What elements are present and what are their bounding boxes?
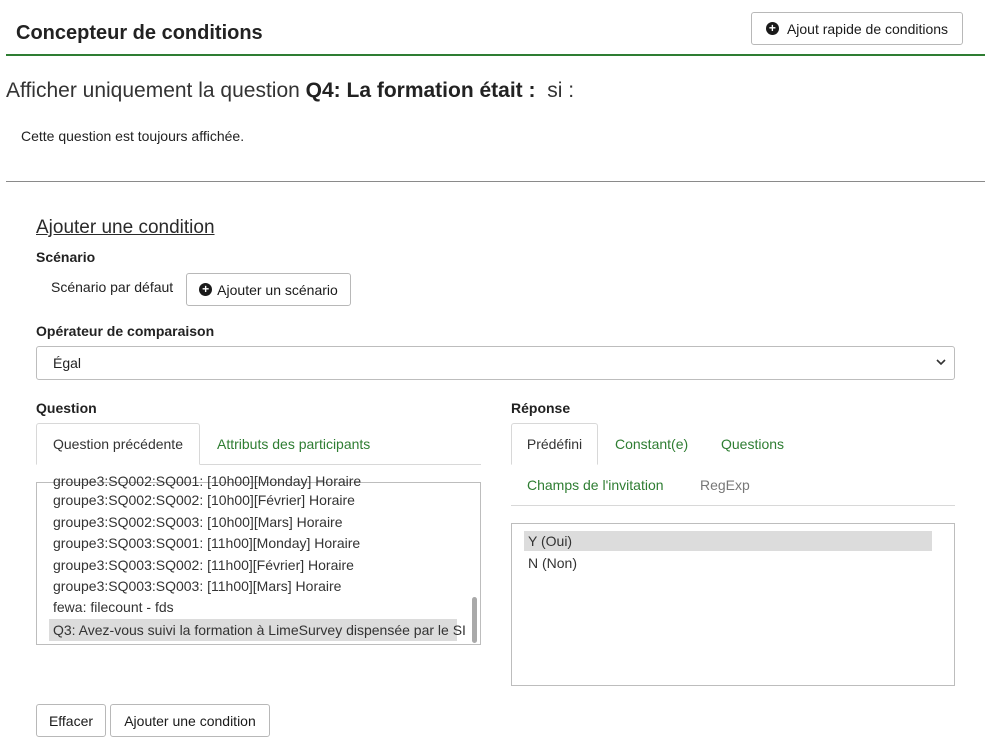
tab-previous-question-label: Question précédente [53, 436, 183, 452]
list-item[interactable]: groupe3:SQ003:SQ003: [11h00][Mars] Horaire [53, 578, 342, 594]
clear-button[interactable]: Effacer [36, 704, 106, 737]
condition-headline [6, 79, 574, 103]
scenario-label: Scénario [36, 249, 96, 265]
header-divider [6, 54, 985, 56]
operator-select[interactable] [36, 346, 955, 380]
quick-add-conditions-label: Ajout rapide de conditions [786, 20, 949, 37]
response-tabs-line [511, 505, 955, 506]
operator-value: Égal [53, 355, 82, 371]
tab-participant-attributes[interactable]: Attributs des participants [217, 436, 371, 452]
status-text: Cette question est toujours affichée. [21, 128, 245, 144]
scrollbar-thumb[interactable] [472, 597, 477, 643]
list-item[interactable]: groupe3:SQ002:SQ003: [10h00][Mars] Horaire [53, 514, 343, 530]
response-label: Réponse [511, 400, 571, 416]
operator-label: Opérateur de comparaison [36, 323, 215, 339]
scenario-default: Scénario par défaut [51, 279, 174, 295]
section-divider [6, 181, 985, 182]
page-title: Concepteur de conditions [16, 22, 263, 44]
list-item[interactable]: groupe3:SQ002:SQ001: [10h00][Monday] Horaire [53, 473, 362, 489]
tab-regexp[interactable]: RegExp [700, 477, 750, 493]
add-condition-title: Ajouter une condition [36, 217, 215, 238]
headline-prefix: Afficher uniquement la question [6, 79, 300, 102]
list-item-selected[interactable]: Y (Oui) [524, 531, 932, 551]
tab-questions[interactable]: Questions [721, 436, 785, 452]
list-item-selected[interactable]: Q3: Avez-vous suivi la formation à LimeSurvey dispensée par le SI [49, 619, 457, 641]
question-listbox[interactable] [36, 473, 481, 645]
add-scenario-label: Ajouter un scénario [217, 281, 338, 298]
list-item[interactable]: N (Non) [528, 555, 578, 571]
tab-predefined-label: Prédéfini [526, 436, 583, 452]
headline-suffix: si : [547, 79, 575, 102]
list-item[interactable]: groupe3:SQ003:SQ002: [11h00][Février] Horaire [53, 557, 354, 573]
list-item[interactable]: fewa: filecount - fds [53, 599, 174, 615]
list-item[interactable]: groupe3:SQ002:SQ002: [10h00][Février] Horaire [53, 492, 355, 508]
tab-constant[interactable]: Constant(e) [615, 436, 689, 452]
chevron-down-icon [934, 355, 948, 369]
list-item[interactable]: groupe3:SQ003:SQ001: [11h00][Monday] Horaire [53, 535, 361, 551]
quick-add-conditions-button[interactable] [751, 12, 963, 45]
response-listbox[interactable] [511, 523, 955, 686]
tab-predefined[interactable] [511, 423, 598, 465]
add-condition-button[interactable]: Ajouter une condition [110, 704, 270, 737]
plus-circle-icon: + [199, 283, 212, 296]
headline-question: Q4: La formation était : [305, 79, 536, 102]
tab-previous-question[interactable] [36, 423, 200, 465]
question-label: Question [36, 400, 97, 416]
tab-invitation-fields[interactable]: Champs de l'invitation [527, 477, 664, 493]
plus-circle-icon: + [766, 22, 779, 35]
add-scenario-button[interactable] [186, 273, 351, 306]
